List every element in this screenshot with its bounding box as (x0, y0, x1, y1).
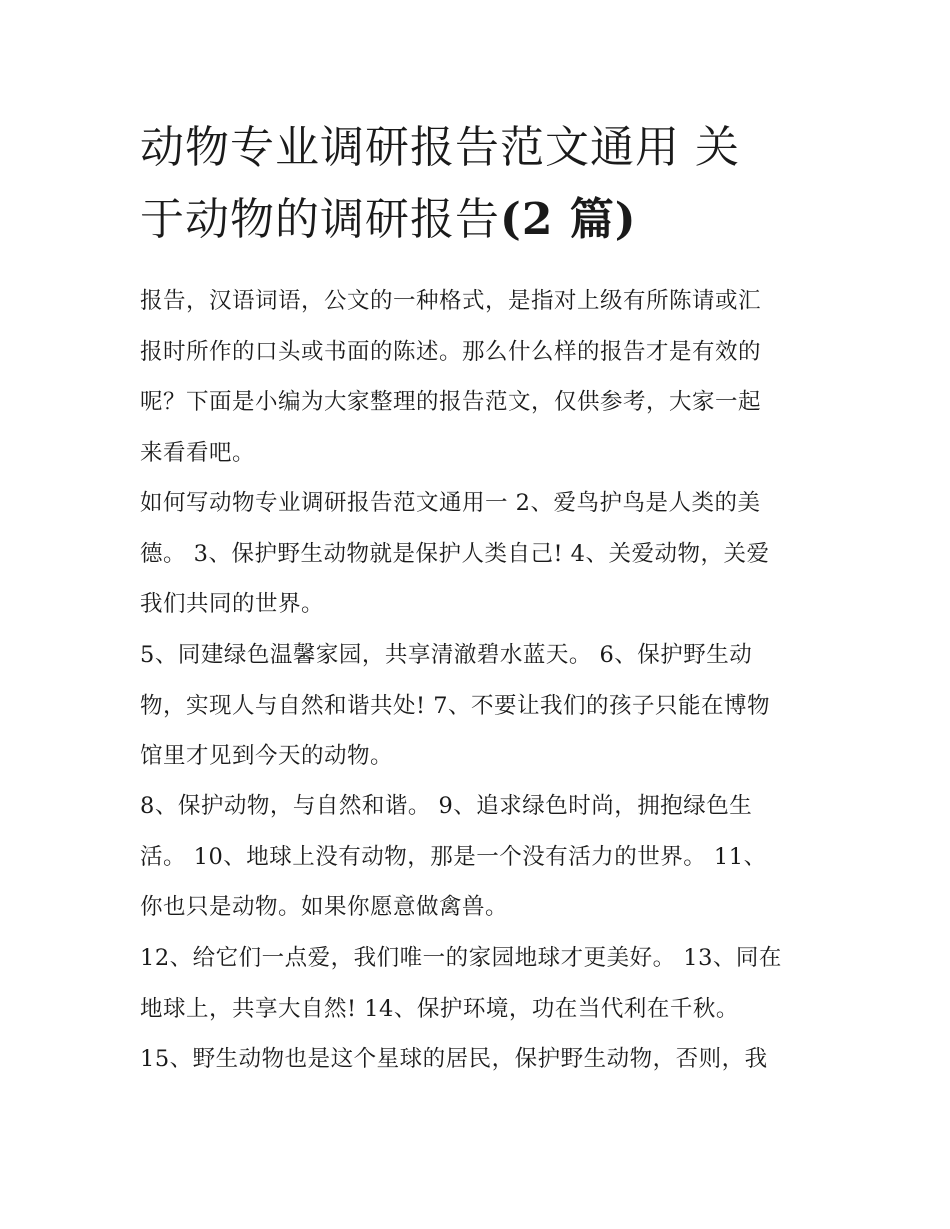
slogan-paragraph-2 (140, 630, 815, 782)
paragraph-line: 12、给它们一点爱，我们唯一的家园地球才更美好。 13、同在 (140, 945, 782, 971)
paragraph-line: 物，实现人与自然和谐共处! 7、不要让我们的孩子只能在博物 (140, 692, 771, 719)
paragraph-line: 活。 10、地球上没有动物，那是一个没有活力的世界。 11、 (140, 843, 767, 870)
paragraph-line: 呢？下面是小编为大家整理的报告范文，仅供参考，大家一起 (140, 389, 762, 415)
paragraph-line: 15、野生动物也是这个星球的居民，保护野生动物，否则，我 (140, 1046, 768, 1072)
paragraph-line: 来看看吧。 (140, 439, 256, 466)
slogan-paragraph-1 (140, 478, 815, 630)
slogan-paragraph-5 (140, 1034, 815, 1085)
paragraph-line: 报时所作的口头或书面的陈述。那么什么样的报告才是有效的 (140, 338, 762, 365)
paragraph-line: 德。 3、保护野生动物就是保护人类自己! 4、关爱动物，关爱 (140, 540, 770, 567)
paragraph-line: 我们共同的世界。 (140, 591, 325, 617)
paragraph-line: 8、保护动物，与自然和谐。 9、追求绿色时尚，拥抱绿色生 (140, 793, 753, 819)
intro-paragraph (140, 276, 815, 478)
document-title (140, 112, 820, 256)
paragraph-line: 5、同建绿色温馨家园，共享清澈碧水蓝天。 6、保护野生动 (140, 642, 753, 668)
title-line-2-text: 于动物的调研报告 (140, 194, 500, 245)
slogan-paragraph-3 (140, 781, 815, 933)
title-line-1: 动物专业调研报告范文通用 关 (140, 122, 740, 173)
paragraph-line: 如何写动物专业调研报告范文通用一 2、爱鸟护鸟是人类的美 (140, 490, 761, 516)
paragraph-line: 地球上，共享大自然! 14、保护环境，功在当代利在千秋。 (140, 995, 739, 1022)
title-line-2 (140, 184, 820, 256)
paragraph-line: 馆里才见到今天的动物。 (140, 743, 394, 769)
paragraph-line: 你也只是动物。如果你愿意做禽兽。 (140, 894, 509, 920)
slogan-paragraph-4 (140, 933, 815, 1034)
title-count: (2 篇) (500, 194, 637, 245)
paragraph-line: 报告，汉语词语，公文的一种格式，是指对上级有所陈请或汇 (140, 288, 762, 314)
